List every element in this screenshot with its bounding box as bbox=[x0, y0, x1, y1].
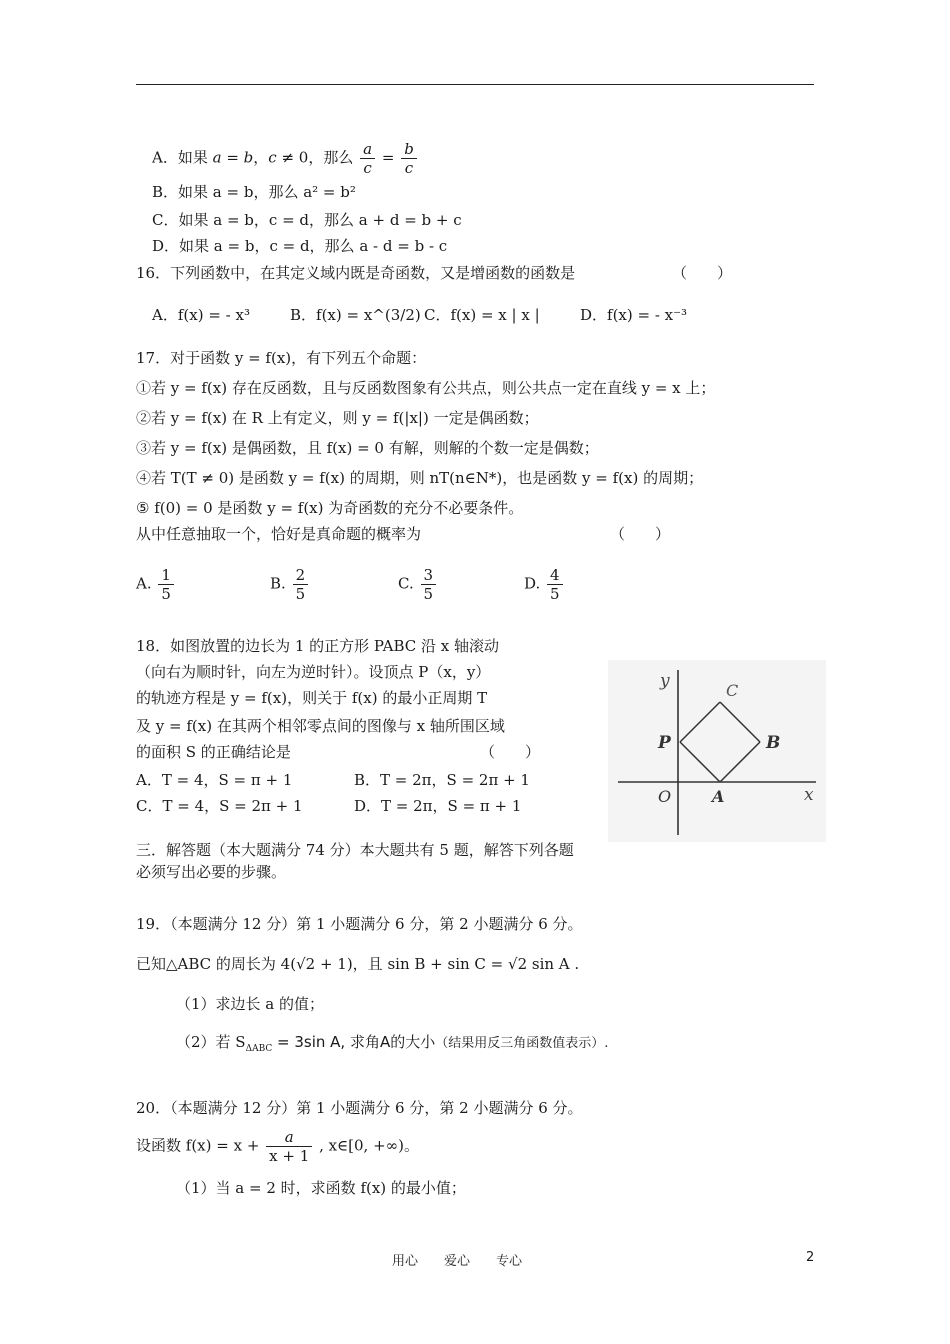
q17-ask: 从中任意抽取一个，恰好是真命题的概率为 bbox=[136, 525, 422, 543]
q17-option-b: B. $\frac{2}{5}$ bbox=[270, 566, 310, 603]
q17-statement-5: ⑤ f(0) = 0 是函数 y = f(x) 为奇函数的充分不必要条件。 bbox=[136, 499, 524, 517]
q19-heading: 19．（本题满分 12 分）第 1 小题满分 6 分，第 2 小题满分 6 分。 bbox=[136, 915, 583, 933]
q19-part-2: （2）若 $S_{\Delta ABC} = 3\sin$ A, 求角A的大小（结果用反三角函数值表示）. bbox=[176, 1033, 609, 1054]
fig-label-a: A bbox=[712, 787, 725, 806]
header-rule bbox=[136, 84, 814, 85]
q17-statement-1: ①若 y = f(x) 存在反函数，且与反函数图象有公共点，则公共点一定在直线 y = x 上； bbox=[136, 379, 716, 397]
section3-line-1: 三．解答题（本大题满分 74 分）本大题共有 5 题，解答下列各题 bbox=[136, 841, 574, 859]
q16-stem: 16．下列函数中，在其定义域内既是奇函数，又是增函数的函数是 bbox=[136, 264, 576, 282]
q15-option-d: D．如果 a = b，c = d，那么 a - d = b - c bbox=[152, 237, 448, 255]
q17-answer-paren: （ ） bbox=[610, 525, 671, 543]
q18-line-3: 的轨迹方程是 y = f(x)，则关于 f(x) 的最小正周期 T bbox=[136, 689, 488, 707]
q18-line-2: （向右为顺时针，向左为逆时针）。设顶点 P（x，y） bbox=[136, 663, 491, 681]
q16-option-b: B．f(x) = x^(3/2) bbox=[290, 306, 421, 324]
page-number: 2 bbox=[806, 1250, 815, 1265]
q18-option-d: D．T = 2π，S = π + 1 bbox=[354, 797, 522, 815]
q18-option-a: A．T = 4，S = π + 1 bbox=[136, 771, 293, 789]
fig-label-origin: O bbox=[658, 787, 672, 806]
q17-statement-3: ③若 y = f(x) 是偶函数，且 f(x) = 0 有解，则解的个数一定是偶数； bbox=[136, 439, 599, 457]
fig-label-y: y bbox=[660, 671, 670, 691]
footer-motto: 用心 爱心 专心 bbox=[392, 1254, 523, 1269]
q20-heading: 20．（本题满分 12 分）第 1 小题满分 6 分，第 2 小题满分 6 分。 bbox=[136, 1099, 583, 1117]
q17-statement-4: ④若 T(T ≠ 0) 是函数 y = f(x) 的周期，则 nT(n∈N*)，也是函数 y = f(x) 的周期； bbox=[136, 469, 704, 487]
fig-label-x: x bbox=[804, 785, 814, 805]
q18-line-4: 及 y = f(x) 在其两个相邻零点间的图像与 x 轴所围区域 bbox=[136, 717, 505, 735]
fig-label-b: B bbox=[766, 733, 781, 753]
q18-square-figure bbox=[608, 660, 826, 842]
q17-option-a: A. $\frac{1}{5}$ bbox=[136, 566, 176, 603]
q18-line-5: 的面积 S 的正确结论是 bbox=[136, 743, 291, 761]
q20-function-def: 设函数 f(x) = x + $\frac{a}{x + 1}$ , x∈[0, +∞)。 bbox=[136, 1128, 420, 1165]
fig-label-p: P bbox=[658, 733, 671, 753]
fig-label-c: C bbox=[726, 681, 739, 700]
q15-option-a: A．如果 a = b，c ≠ 0，那么 $\frac{a}{c}$ = $\frac{b}{c}$ bbox=[152, 140, 419, 177]
q16-option-c: C．f(x) = x | x | bbox=[424, 306, 540, 324]
q18-option-c: C．T = 4，S = 2π + 1 bbox=[136, 797, 303, 815]
section3-line-2: 必须写出必要的步骤。 bbox=[136, 863, 287, 881]
q16-option-d: D．f(x) = - x⁻³ bbox=[580, 306, 688, 324]
q18-option-b: B．T = 2π，S = 2π + 1 bbox=[354, 771, 530, 789]
q17-statement-2: ②若 y = f(x) 在 R 上有定义，则 y = f(|x|) 一定是偶函数； bbox=[136, 409, 539, 427]
q16-answer-paren: （ ） bbox=[672, 264, 733, 282]
q19-given: 已知△ABC 的周长为 4(√2 + 1)，且 sin B + sin C = √2 sin A . bbox=[136, 955, 580, 973]
q16-option-a: A．f(x) = - x³ bbox=[152, 306, 250, 324]
q15-option-b: B．如果 a = b，那么 a² = b² bbox=[152, 183, 356, 201]
q18-answer-paren: （ ） bbox=[480, 743, 541, 761]
q20-part-1: （1）当 a = 2 时，求函数 f(x) 的最小值； bbox=[176, 1179, 466, 1197]
q15-option-c: C．如果 a = b，c = d，那么 a + d = b + c bbox=[152, 211, 462, 229]
q19-part-1: （1）求边长 a 的值； bbox=[176, 995, 325, 1013]
q17-option-c: C. $\frac{3}{5}$ bbox=[398, 566, 438, 603]
q18-line-1: 18．如图放置的边长为 1 的正方形 PABC 沿 x 轴滚动 bbox=[136, 637, 500, 655]
q17-stem: 17．对于函数 y = f(x)，有下列五个命题： bbox=[136, 349, 427, 367]
q17-option-d: D. $\frac{4}{5}$ bbox=[524, 566, 565, 603]
